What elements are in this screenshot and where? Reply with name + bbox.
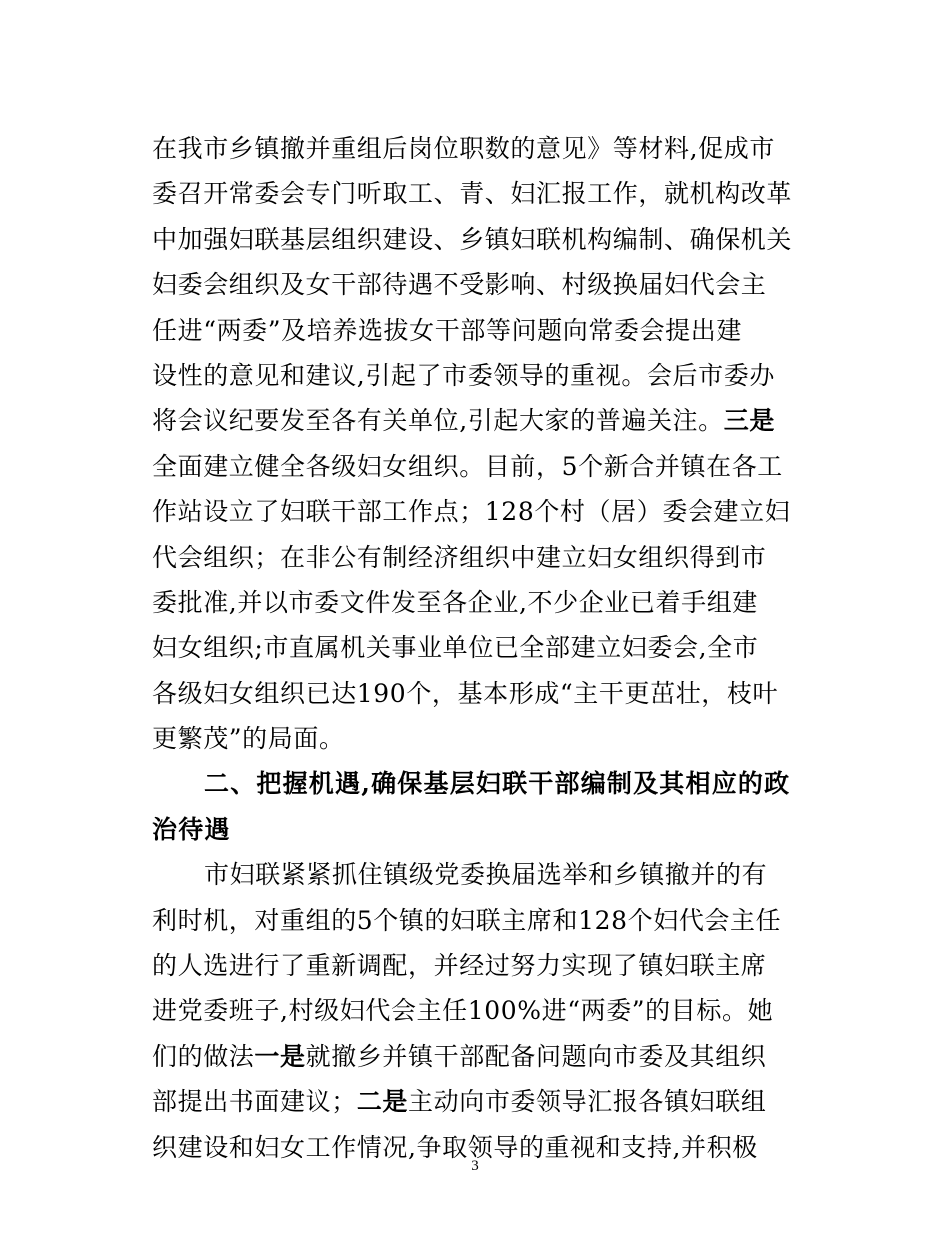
bold-text-segment: 二是	[356, 1087, 409, 1117]
text-line	[152, 852, 802, 897]
text-segment: 的人选进行了重新调配，并经过努力实现了镇妇联主席	[152, 951, 767, 981]
text-line	[152, 489, 802, 534]
text-segment: 在我市乡镇撤并重组后岗位职数的意见》等材料,促成市	[152, 134, 775, 163]
text-line	[152, 262, 802, 307]
section-heading-line	[152, 761, 802, 806]
text-line	[152, 716, 802, 761]
text-line	[152, 1079, 802, 1124]
text-segment: 代会组织；在非公有制经济组织中建立妇女组织得到市	[152, 542, 767, 572]
text-segment: 作站设立了妇联干部工作点；128个村（居）委会建立妇	[152, 497, 791, 527]
text-line	[152, 126, 802, 171]
text-line	[152, 308, 802, 353]
text-segment: 更繁茂”的局面。	[152, 724, 345, 754]
bold-text-segment: 三是	[723, 406, 775, 436]
text-line	[152, 943, 802, 988]
page-number: 3	[471, 1158, 479, 1174]
text-segment: 织建设和妇女工作情况,争取领导的重视和支持,并积极	[152, 1132, 758, 1162]
text-segment: 任进“两委”及培养选拔女干部等问题向常委会提出建	[152, 315, 742, 345]
text-segment: 将会议纪要发至各有关单位,引起大家的普遍关注。	[152, 406, 724, 436]
bold-text-segment: 治待遇	[152, 814, 231, 844]
text-segment: 市妇联紧紧抓住镇级党委换届选举和乡镇撤并的有	[204, 860, 768, 890]
text-line	[152, 625, 802, 670]
text-segment: 主动向市委领导汇报各镇妇联组	[408, 1087, 767, 1117]
text-segment: 各级妇女组织已达190个，基本形成“主干更茁壮，枝叶	[152, 678, 779, 708]
section-heading-line	[152, 807, 802, 852]
body-text	[152, 126, 802, 1170]
text-segment: 委召开常委会专门听取工、青、妇汇报工作，就机构改革	[152, 179, 793, 209]
bold-text-segment: 二、把握机遇,确保基层妇联干部编制及其相应的政	[204, 769, 791, 799]
bold-text-segment: 一是	[254, 1041, 306, 1071]
text-line	[152, 444, 802, 489]
text-line	[152, 671, 802, 716]
text-segment: 就撤乡并镇干部配备问题向市委及其组织	[305, 1041, 767, 1071]
text-segment: 利时机，对重组的5个镇的妇联主席和128个妇代会主任	[152, 905, 782, 935]
text-segment: 妇委会组织及女干部待遇不受影响、村级换届妇代会主	[152, 270, 767, 300]
text-line	[152, 353, 802, 398]
text-segment: 们的做法	[152, 1041, 255, 1071]
text-line	[152, 217, 802, 262]
text-segment: 设性的意见和建议,引起了市委领导的重视。会后市委办	[152, 360, 775, 390]
text-line	[152, 535, 802, 580]
text-segment: 妇女组织;市直属机关事业单位已全部建立妇委会,全市	[152, 633, 759, 663]
text-line	[152, 988, 802, 1033]
text-line	[152, 580, 802, 625]
text-segment: 全面建立健全各级妇女组织。目前，5个新合并镇在各工	[152, 451, 783, 481]
text-segment: 委批准,并以市委文件发至各企业,不少企业已着手组建	[152, 587, 758, 617]
text-segment: 部提出书面建议；	[152, 1087, 357, 1117]
text-line	[152, 171, 802, 216]
text-segment: 进党委班子,村级妇代会主任100%进“两委”的目标。她	[152, 996, 774, 1026]
text-line	[152, 398, 802, 443]
text-line	[152, 1034, 802, 1079]
text-line	[152, 898, 802, 943]
text-segment: 中加强妇联基层组织建设、乡镇妇联机构编制、确保机关	[152, 224, 793, 254]
